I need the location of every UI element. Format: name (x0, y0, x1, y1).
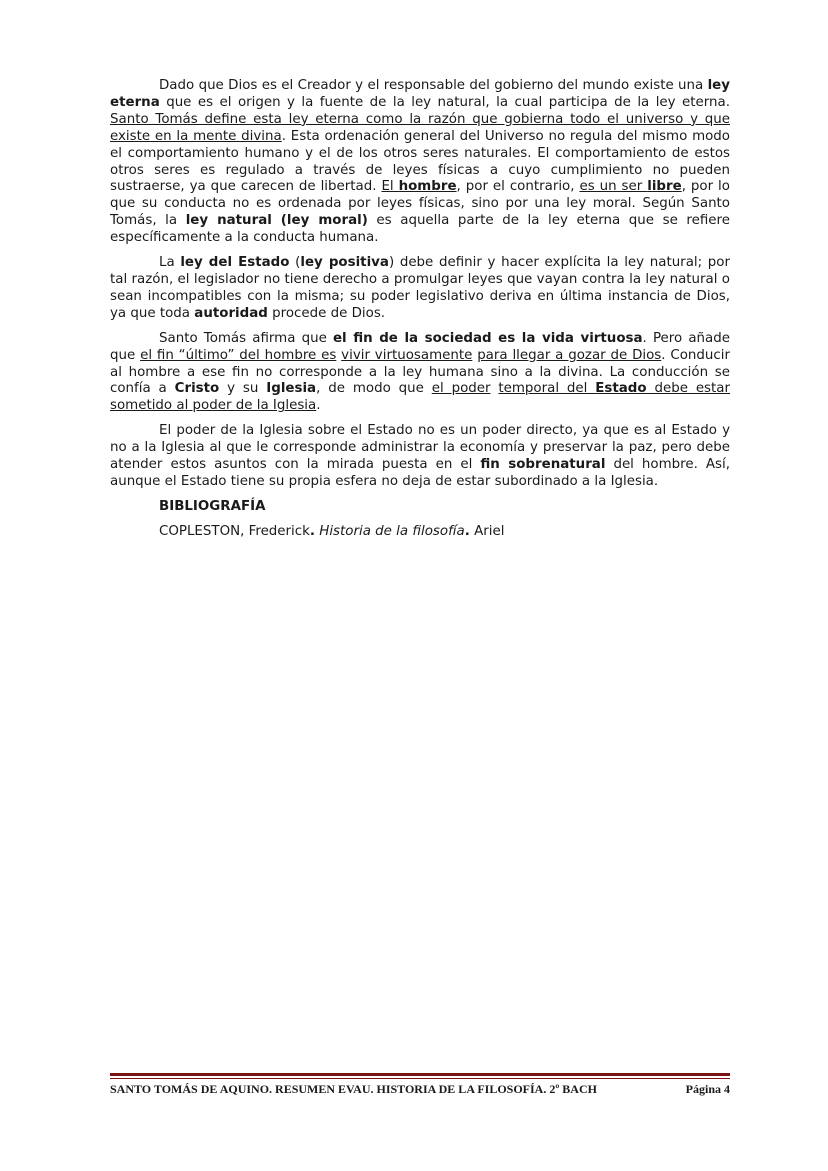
term-hombre: hombre (398, 179, 457, 195)
underlined-segment: temporal del (498, 381, 596, 397)
biblio-author: COPLESTON, Frederick (159, 523, 310, 539)
underlined-segment: es un ser (579, 179, 648, 195)
biblio-separator: . (309, 523, 315, 539)
page-body (110, 78, 730, 541)
paragraph-poder-iglesia (110, 423, 730, 491)
paragraph-ley-estado (110, 255, 730, 323)
page-number: Página 4 (685, 1082, 730, 1096)
term-ley-del-estado: ley del Estado (180, 255, 290, 271)
text-segment: . Conducir al hombre a ese fin no corresponde a la ley humana sino a la divina. La conducción se confía a (110, 347, 730, 397)
term-iglesia: Iglesia (266, 381, 317, 397)
underlined-segment: El (381, 179, 399, 195)
term-fin-sociedad: el fin de la sociedad es la vida virtuosa (332, 330, 643, 346)
term-fin-sobrenatural: fin sobrenatural (480, 457, 606, 473)
text-segment: procede de Dios. (267, 305, 386, 321)
underlined-segment: vivir virtuosamente (341, 347, 473, 363)
text-segment: , por el contrario, (456, 179, 580, 195)
text-segment: Dado que Dios es el Creador y el responsable del gobierno del mundo existe una (159, 78, 708, 93)
text-segment: . (316, 398, 321, 414)
text-segment: y su (219, 381, 267, 397)
footer-title: SANTO TOMÁS DE AQUINO. RESUMEN EVAU. HISTORIA DE LA FILOSOFÍA. 2º BACH (110, 1082, 597, 1096)
text-segment: es aquella parte de la ley eterna que se refiere específicamente a la conducta humana. (110, 213, 730, 246)
text-segment: que es el origen y la fuente de la ley natural, la cual participa de la ley eterna. (159, 94, 730, 110)
biblio-separator: . (464, 523, 470, 539)
underlined-segment: debe estar sometido al poder de la Iglesia (110, 381, 730, 414)
term-cristo: Cristo (174, 381, 220, 397)
biblio-publisher: Ariel (469, 523, 505, 539)
footer-rule-thin (110, 1078, 730, 1079)
text-segment: ( (289, 255, 301, 271)
term-autoridad: autoridad (194, 305, 268, 321)
underlined-segment: para llegar a gozar de Dios (477, 347, 662, 363)
text-segment: del hombre. Así, aunque el Estado tiene su propia esfera no deja de estar subordinado a la Iglesia. (110, 457, 730, 489)
bibliography-entry (159, 524, 730, 541)
biblio-book-title: Historia de la filosofía (319, 523, 465, 539)
text-segment: . Pero añade que (110, 330, 730, 363)
term-libre: libre (647, 179, 682, 195)
bibliography-heading: BIBLIOGRAFÍA (159, 498, 266, 514)
text-segment: , de modo que (316, 381, 432, 397)
underlined-definition: Santo Tomás define esta ley eterna como la razón que gobierna todo el universo y que existe en la mente divina (110, 111, 730, 144)
underlined-segment: el poder (431, 381, 491, 397)
paragraph-ley-eterna (110, 78, 730, 247)
term-ley-positiva: ley positiva (300, 255, 389, 271)
paragraph-fin-sociedad (110, 331, 730, 416)
term-ley-natural: ley natural (ley moral) (185, 213, 368, 229)
underlined-segment: el fin “último” del hombre es (140, 347, 337, 363)
text-segment: Santo Tomás afirma que (159, 330, 333, 346)
text-segment: La (159, 255, 181, 271)
page-footer (110, 1082, 730, 1097)
term-ley-eterna: ley eterna (110, 78, 730, 110)
text-segment: , por lo que su conducta no es ordenada por leyes físicas, sino por una ley moral. Según Santo Tomás, la (110, 179, 730, 229)
text-segment: El poder de la Iglesia sobre el Estado no es un poder directo, ya que es al Estado y no a la Iglesia al que le corresponde administrar la economía y preservar la paz, pero debe atender estos asuntos con la mirada puesta en el (110, 423, 730, 473)
text-segment: . Esta ordenación general del Universo no regula del mismo modo el comportamiento humano y el de los otros seres naturales. El comportamiento de estos otros seres es regulado a través de leyes físicas a cuyo cumplimiento no pueden sustraerse, ya que carecen de libertad. (110, 128, 731, 195)
footer-rule-thick (110, 1073, 730, 1076)
term-estado: Estado (595, 381, 647, 397)
text-segment: ) debe definir y hacer explícita la ley natural; por tal razón, el legislador no tiene derecho a promulgar leyes que vayan contra la ley natural o sean incompatibles con la misma; su poder legislativo deriva en última instancia de Dios, ya que toda (110, 255, 730, 321)
